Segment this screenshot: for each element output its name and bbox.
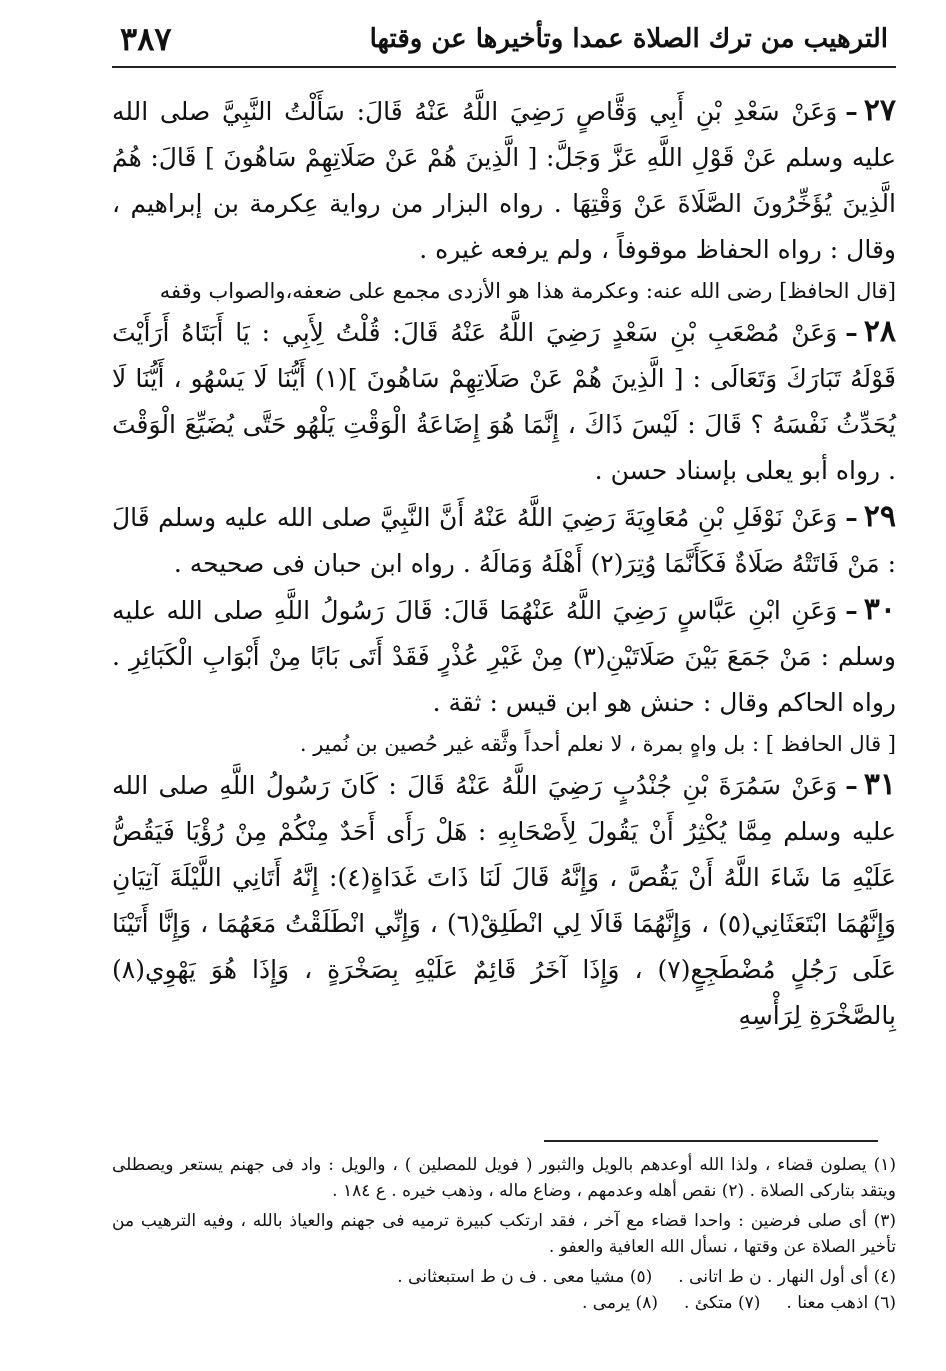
hadith-number: ٢٧ <box>863 93 896 128</box>
footnote-5: (٥) مشيا معى . ف ن ط استبعثانى . <box>397 1267 653 1287</box>
dash: – <box>845 503 858 532</box>
page-header <box>120 14 888 64</box>
hadith-number: ٢٨ <box>863 314 896 349</box>
dash: – <box>845 318 858 347</box>
footnote-3: (٣) أى صلى فرضين : واحدا قضاء مع آخر ، فقد ارتكب كبيرة ترميه فى جهنم والعياذ بالله ، وفيه الترهيب من تأخير الصلاة عن وقتها ، نسأل الله العافية والعفو . <box>112 1211 896 1257</box>
header-divider <box>112 66 896 68</box>
hadith-27 <box>112 88 896 273</box>
footnote-8: (٨) يرمى . <box>581 1293 658 1313</box>
footnote-7: (٧) متكئ . <box>683 1293 761 1313</box>
hadith-text: وَعَنْ سَمُرَةَ بْنِ جُنْدُبٍ رَضِيَ اللَّهُ عَنْهُ قَالَ : كَانَ رَسُولُ اللَّهِ صلى الله عليه وسلم مِمَّا يُكْثِرُ أَنْ يَقُولَ لِأَصْحَابِهِ : هَلْ رَأَى أَحَدٌ مِنْكُمْ مِنْ رُؤْيَا فَيَقُصُّ عَلَيْهِ مَا شَاءَ اللَّهُ أَنْ يَقُصَّ ، وَإِنَّهُ قَالَ لَنَا ذَاتَ غَدَاةٍ(٤): إِنَّهُ أَتَانِي اللَّيْلَةَ آتِيَانِ وَإِنَّهُمَا ابْتَعَثَانِي(٥) ، وَإِنَّهُمَا قَالَا لِي انْطَلِقْ(٦) ، وَإِنِّي انْطَلَقْتُ مَعَهُمَا ، وَإِنَّا أَتَيْنَا عَلَى رَجُلٍ مُضْطَجِعٍ(٧) ، وَإِذَا آخَرُ قَائِمٌ عَلَيْهِ بِصَخْرَةٍ ، وَإِذَا هُوَ يَهْوِي(٨) بِالصَّخْرَةِ لِرَأْسِهِ <box>112 771 897 1030</box>
hadith-30 <box>112 587 896 726</box>
footnote-row-4-5 <box>112 1264 896 1290</box>
hafiz-note-1: [قال الحافظ] رضى الله عنه: وعكرمة هذا هو الأزدى مجمع على ضعفه،والصواب وقفه <box>159 279 896 303</box>
dash: – <box>845 97 858 126</box>
footnote-4: (٤) أى أول النهار . ن ط اتانى . <box>678 1267 896 1287</box>
hadith-29 <box>112 494 896 587</box>
footnote-1-2: (١) يصلون قضاء ، ولذا الله أوعدهم بالويل والثبور ( فويل للمصلين ) ، والويل : واد فى جهنم يستعر ويصطلى ويتقد بتاركى الصلاة . (٢) نقص أهله وعدمهم ، وضاع ماله ، وذهب خيره . ع ١٨٤ . <box>112 1155 896 1201</box>
footnote-row-6-8 <box>112 1290 896 1316</box>
hadith-text: وَعَنْ نَوْفَلِ بْنِ مُعَاوِيَةَ رَضِيَ اللَّهُ عَنْهُ أَنَّ النَّبِيَّ صلى الله عليه وسلم قَالَ : مَنْ فَاتَتْهُ صَلَاةٌ فَكَأَنَّمَا وُتِرَ(٢) أَهْلَهُ وَمَالَهُ . رواه ابن حبان فى صحيحه . <box>112 503 896 578</box>
footnotes <box>112 1152 896 1316</box>
hadith-text: وَعَنِ ابْنِ عَبَّاسٍ رَضِيَ اللَّهُ عَنْهُمَا قَالَ: قَالَ رَسُولُ اللَّهِ صلى الله عليه وسلم : مَنْ جَمَعَ بَيْنَ صَلَاتَيْنِ(٣) مِنْ غَيْرِ عُذْرٍ فَقَدْ أَتَى بَابًا مِنْ أَبْوَابِ الْكَبَائِرِ . رواه الحاكم وقال : حنش هو ابن قيس : ثقة . <box>112 596 896 717</box>
footnote-6: (٦) اذهب معنا . <box>786 1293 896 1313</box>
page-number: ٣٨٧ <box>120 20 172 58</box>
hadith-31 <box>112 762 896 1039</box>
footnote-divider <box>544 1140 878 1142</box>
hadith-number: ٢٩ <box>863 499 896 534</box>
header-title: الترهيب من ترك الصلاة عمدا وتأخيرها عن وقتها <box>369 24 888 54</box>
dash: – <box>845 596 858 625</box>
hadith-number: ٣٠ <box>863 592 896 627</box>
main-text <box>112 88 896 1039</box>
hafiz-note-2: [ قال الحافظ ] : بل واهٍ بمرة ، لا نعلم أحداً وثَّقه غير حُصين بن نُمير . <box>299 732 896 756</box>
hadith-text: وَعَنْ سَعْدِ بْنِ أَبِي وَقَّاصٍ رَضِيَ اللَّهُ عَنْهُ قَالَ: سَأَلْتُ النَّبِيَّ صلى الله عليه وسلم عَنْ قَوْلِ اللَّهِ عَزَّ وَجَلَّ: [ الَّذِينَ هُمْ عَنْ صَلَاتِهِمْ سَاهُونَ ] قَالَ: هُمُ الَّذِينَ يُؤَخِّرُونَ الصَّلَاةَ عَنْ وَقْتِهَا . رواه البزار من رواية عِكرمة بن إبراهيم ، وقال : رواه الحفاظ موقوفاً ، ولم يرفعه غيره . <box>112 97 896 264</box>
hadith-text: وَعَنْ مُصْعَبِ بْنِ سَعْدٍ رَضِيَ اللَّهُ عَنْهُ قَالَ: قُلْتُ لِأَبِي : يَا أَبَتَاهُ أَرَأَيْتَ قَوْلَهُ تَبَارَكَ وَتَعَالَى : [ الَّذِينَ هُمْ عَنْ صَلَاتِهِمْ سَاهُونَ ](١) أَيُّنَا لَا يَسْهُو ، أَيُّنَا لَا يُحَدِّثُ نَفْسَهُ ؟ قَالَ : لَيْسَ ذَاكَ ، إِنَّمَا هُوَ إِضَاعَةُ الْوَقْتِ يَلْهُو حَتَّى يُضَيِّعَ الْوَقْتَ . رواه أبو يعلى بإسناد حسن . <box>112 318 896 485</box>
hadith-28 <box>112 309 896 494</box>
hadith-number: ٣١ <box>863 767 896 802</box>
dash: – <box>845 771 858 800</box>
